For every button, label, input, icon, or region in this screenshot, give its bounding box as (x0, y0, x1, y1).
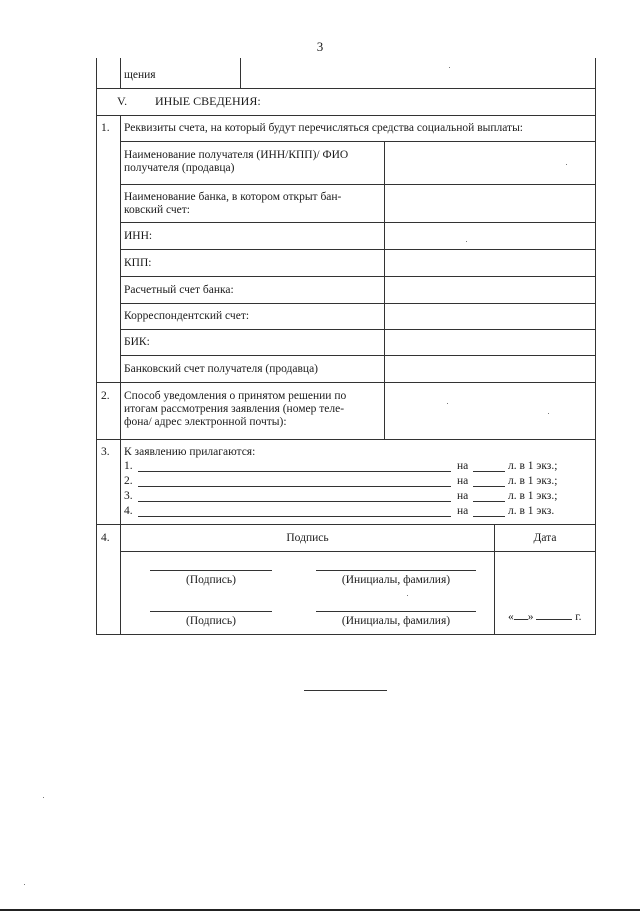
notification-method-input[interactable] (385, 383, 594, 438)
row1-title: Реквизиты счета, на который будут перечисляться средства социальной выплаты: (124, 122, 524, 134)
initials-caption-2: (Инициалы, фамилия) (341, 615, 451, 627)
row2-label: Способ уведомления о принятом решении по итогам рассмотрения заявления (номер теле- фона/ адрес электронной почты): (124, 390, 347, 428)
attachment-item-4[interactable]: 4. на л. в 1 экз. (124, 505, 555, 517)
page-number: 3 (316, 39, 324, 54)
field-corr-account-input[interactable] (385, 304, 594, 328)
section-number: V. (117, 94, 128, 108)
scan-bottom-edge (0, 909, 640, 911)
signature-line-2[interactable] (150, 611, 272, 612)
date-field[interactable]: « » г. (508, 611, 582, 623)
field-inn-label: ИНН: (124, 230, 153, 242)
date-month-blank[interactable] (536, 609, 572, 620)
field-recipient-name-input[interactable] (385, 142, 594, 183)
row4-number: 4. (101, 532, 110, 544)
field-kpp-label: КПП: (124, 257, 152, 269)
field-account-input[interactable] (385, 277, 594, 302)
field-bik-label: БИК: (124, 336, 150, 348)
attachment-item-2[interactable]: 2. на л. в 1 экз.; (124, 475, 558, 487)
attachment-item-1[interactable]: 1. на л. в 1 экз.; (124, 460, 558, 472)
initials-line-1[interactable] (316, 570, 476, 571)
field-corr-account-label: Корреспондентский счет: (124, 310, 250, 322)
initials-caption-1: (Инициалы, фамилия) (341, 574, 451, 586)
field-recipient-account-label: Банковский счет получателя (продавца) (124, 363, 319, 375)
signature-caption-1: (Подпись) (186, 574, 236, 586)
row2-number: 2. (101, 390, 110, 402)
top-row-label: щения (124, 69, 156, 81)
field-recipient-name-label: Наименование получателя (ИНН/КПП)/ ФИО получателя (продавца) (124, 149, 349, 174)
initials-line-2[interactable] (316, 611, 476, 612)
row3-title: К заявлению прилагаются: (124, 446, 256, 458)
date-header: Дата (533, 532, 557, 544)
row1-number: 1. (101, 122, 110, 134)
top-row-value-field[interactable] (241, 59, 594, 87)
signature-line-1[interactable] (150, 570, 272, 571)
section-title: ИНЫЕ СВЕДЕНИЯ: (155, 94, 261, 108)
field-bank-name-input[interactable] (385, 185, 594, 221)
date-day-blank[interactable] (514, 609, 528, 620)
field-kpp-input[interactable] (385, 250, 594, 275)
signature-header: Подпись (286, 532, 329, 544)
attachment-item-3[interactable]: 3. на л. в 1 экз.; (124, 490, 558, 502)
field-bik-input[interactable] (385, 330, 594, 354)
field-bank-name-label: Наименование банка, в котором открыт бан- ковский счет: (124, 191, 342, 216)
field-recipient-account-input[interactable] (385, 356, 594, 381)
footer-separator (304, 690, 387, 691)
field-inn-input[interactable] (385, 223, 594, 248)
field-account-label: Расчетный счет банка: (124, 284, 234, 296)
signature-caption-2: (Подпись) (186, 615, 236, 627)
row3-number: 3. (101, 446, 110, 458)
